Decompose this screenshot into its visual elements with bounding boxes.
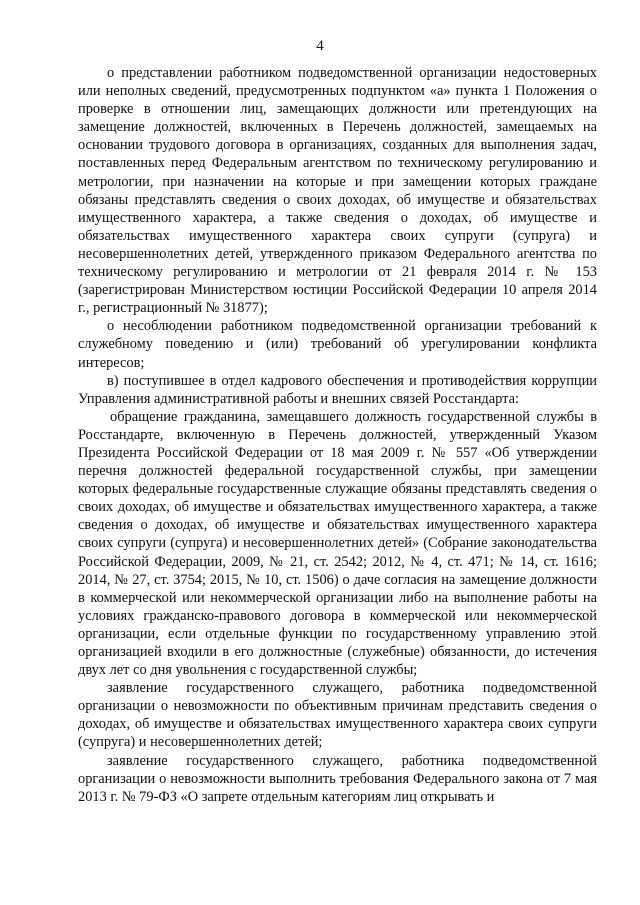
paragraph-noncompliance: о несоблюдении работником подведомственной организации требований к служебному поведению и (или) требований об урегулировании конфликта интересов; — [78, 318, 597, 371]
page-number: 4 — [316, 38, 324, 54]
document-body — [78, 64, 597, 806]
paragraph-statement-income: заявление государственного служащего, работника подведомственной организации о невозможности по объективным причинам представить сведения о доходах, об имуществе и обязательствах имущественного характера своих супруги (супруга) и несовершеннолетних детей; — [78, 680, 597, 751]
paragraph-citizen-appeal: обращение гражданина, замещавшего должность государственной службы в Росстандарте, включенную в Перечень должностей, утвержденный Указом Президента Российской Федерации от 18 мая 2009 г. № 557 «Об утверждении перечня должностей федеральной государственной службы, при замещении которых федеральные государственные служащие обязаны представлять сведения о своих доходах, об имуществе и обязательствах имущественного характера, а также сведения о доходах, об имуществе и обязательствах имущественного характера своих супруги (супруга) и несовершеннолетних детей» (Собрание законодательства Российской Федерации, 2009, № 21, ст. 2542; 2012, № 4, ст. 471; № 14, ст. 1616; 2014, № 27, ст. 3754; 2015, № 10, ст. 1506) о даче согласия на замещение должности в коммерческой или некоммерческой организации либо на выполнение работы на условиях гражданско-правового договора в коммерческой или некоммерческой организации, если отдельные функции по государственному управлению этой организацией входили в его должностные (служебные) обязанности, до истечения двух лет со дня увольнения с государственной службы; — [78, 408, 597, 679]
paragraph-statement-law: заявление государственного служащего, работника подведомственной организации о невозможности выполнить требования Федерального закона от 7 мая 2013 г. № 79-ФЗ «О запрете отдельным категориям лиц открывать и — [78, 752, 597, 805]
paragraph-false-information: о представлении работником подведомственной организации недостоверных или неполных сведений, предусмотренных подпунктом «а» пункта 1 Положения о проверке в отношении лиц, замещающих должности или претендующих на замещение должностей, включенных в Перечень должностей, замещаемых на основании трудового договора в организациях, созданных для выполнения задач, поставленных перед Федеральным агентством по техническому регулированию и метрологии, при назначении на которые и при замещении которых граждане обязаны представлять сведения о своих доходах, об имуществе и обязательствах имущественного характера, а также сведения о доходах, об имуществе и обязательствах имущественного характера своих супруги (супруга) и несовершеннолетних детей, утвержденного приказом Федерального агентства по техническому регулированию и метрологии от 21 февраля 2014 г. № 153 (зарегистрирован Министерством юстиции Российской Федерации 10 апреля 2014 г., регистрационный № 31877); — [78, 65, 597, 317]
paragraph-item-v: в) поступившее в отдел кадрового обеспечения и противодействия коррупции Управления административной работы и внешних связей Росстандарта: — [78, 372, 597, 407]
